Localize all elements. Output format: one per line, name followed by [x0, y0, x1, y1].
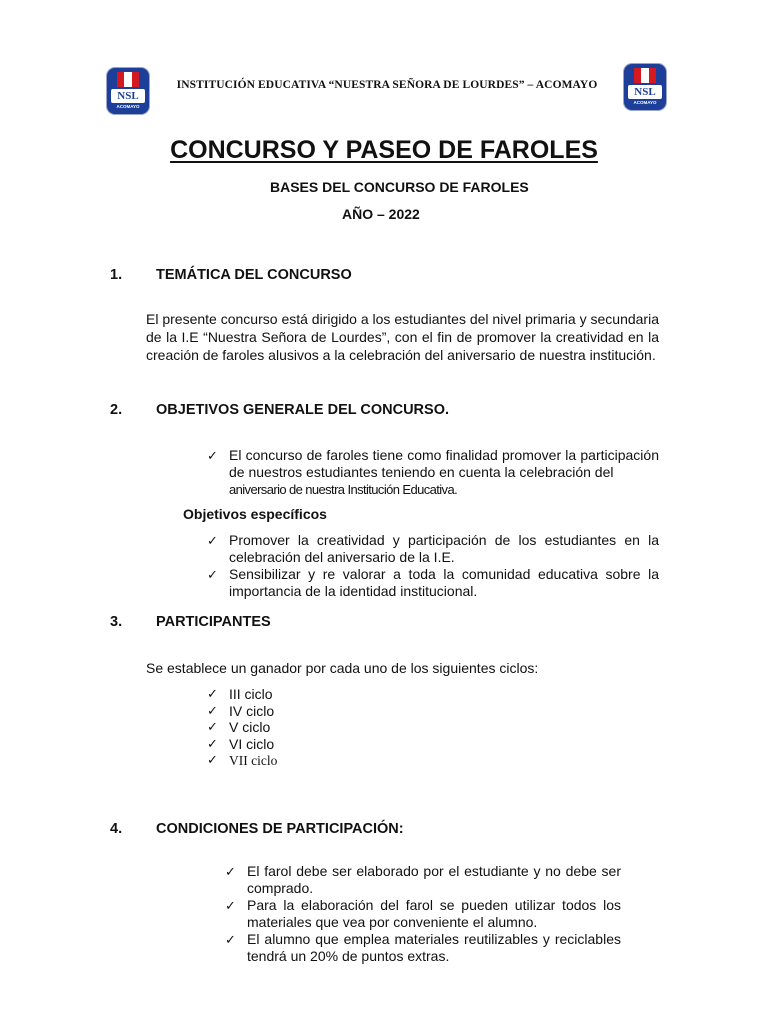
section-3-number: 3.	[110, 614, 123, 630]
list-item	[207, 686, 407, 703]
section-3-paragraph: Se establece un ganador por cada uno de los siguientes ciclos:	[146, 660, 539, 676]
document-subtitle: BASES DEL CONCURSO DE FAROLES	[270, 179, 529, 195]
list-item-text: Promover la creatividad y participación de los estudiantes en la celebración del aniversario de la I.E.	[229, 532, 659, 565]
check-icon: ✓	[225, 898, 236, 913]
list-item	[207, 719, 407, 736]
logo-text: NSL	[634, 86, 656, 98]
list-item-text: El alumno que emplea materiales reutilizables y reciclables tendrá un 20% de puntos extras.	[247, 931, 621, 964]
specific-objectives-list	[207, 532, 659, 600]
check-icon: ✓	[207, 702, 218, 718]
general-objectives-list	[207, 447, 659, 498]
list-item-text: VI ciclo	[229, 735, 275, 752]
list-item-text: Para la elaboración del farol se pueden utilizar todos los materiales que vea por conveniente el alumno.	[247, 897, 621, 930]
institution-header: INSTITUCIÓN EDUCATIVA “NUESTRA SEÑORA DE LOURDES” – ACOMAYO	[176, 79, 598, 91]
school-logo-right	[624, 64, 666, 110]
list-item	[207, 447, 659, 498]
list-item	[225, 931, 621, 965]
check-icon: ✓	[207, 686, 218, 701]
list-item	[207, 752, 407, 770]
cycles-list	[207, 686, 407, 770]
list-item	[207, 736, 407, 753]
list-item	[207, 532, 659, 566]
section-1-title: TEMÁTICA DEL CONCURSO	[156, 267, 352, 283]
school-logo-left	[107, 68, 149, 114]
list-item-text: El concurso de faroles tiene como finalidad promover la participación de nuestros estudiantes teniendo en cuenta la celebración del	[229, 447, 659, 480]
check-icon: ✓	[207, 719, 218, 734]
logo-subtext: ACOMAYO	[633, 100, 657, 105]
list-item-text: El farol debe ser elaborado por el estudiante y no debe ser comprado.	[247, 863, 621, 896]
document-title: CONCURSO Y PASEO DE FAROLES	[170, 136, 598, 164]
flag-icon	[634, 68, 656, 83]
list-item	[225, 897, 621, 931]
section-4-number: 4.	[110, 821, 123, 837]
check-icon: ✓	[207, 735, 218, 751]
document-year: AÑO – 2022	[342, 206, 420, 222]
logo-subtext: ACOMAYO	[116, 104, 140, 109]
check-icon: ✓	[207, 567, 218, 582]
check-icon: ✓	[207, 448, 218, 463]
section-1-paragraph: El presente concurso está dirigido a los estudiantes del nivel primaria y secundaria de la I.E “Nuestra Señora de Lourdes”, con el fin de promover la creatividad en la creación de faroles alusivos a la celebración del aniversario de nuestra institución.	[146, 311, 659, 363]
check-icon: ✓	[207, 533, 218, 548]
section-3-title: PARTICIPANTES	[156, 614, 271, 630]
conditions-list	[225, 863, 621, 965]
check-icon: ✓	[207, 752, 218, 767]
list-item	[225, 863, 621, 897]
list-item-text: aniversario de nuestra Institución Educativa.	[229, 482, 458, 497]
list-item-text: V ciclo	[229, 719, 271, 735]
list-item-text: IV ciclo	[229, 702, 275, 719]
check-icon: ✓	[225, 864, 236, 879]
logo-text: NSL	[117, 90, 139, 102]
section-1-number: 1.	[110, 267, 123, 283]
list-item	[207, 566, 659, 600]
list-item-text: Sensibilizar y re valorar a toda la comunidad educativa sobre la importancia de la identidad institucional.	[229, 566, 659, 599]
specific-objectives-heading: Objetivos específicos	[183, 506, 327, 522]
section-2-title: OBJETIVOS GENERALE DEL CONCURSO.	[156, 402, 449, 418]
section-2-number: 2.	[110, 402, 123, 418]
section-4-title: CONDICIONES DE PARTICIPACIÓN:	[156, 821, 404, 837]
flag-icon	[117, 72, 139, 87]
list-item-text: VII ciclo	[229, 753, 278, 768]
list-item-text: III ciclo	[229, 686, 273, 702]
check-icon: ✓	[225, 932, 236, 947]
list-item	[207, 703, 407, 720]
